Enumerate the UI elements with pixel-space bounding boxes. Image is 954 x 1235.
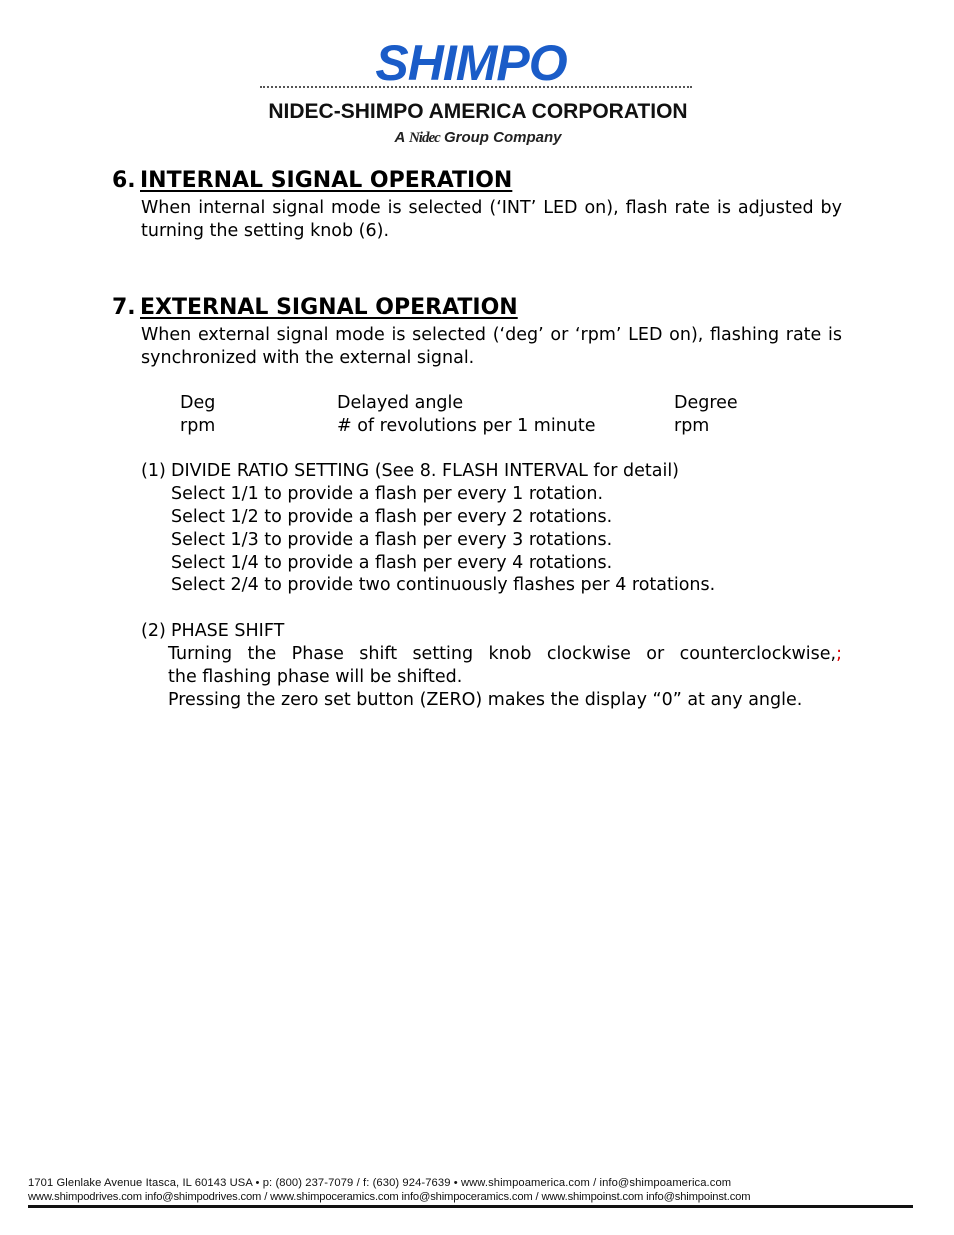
section-7-number: 7. — [112, 295, 136, 320]
table-cell-meaning: # of revolutions per 1 minute — [337, 416, 596, 436]
table-cell-meaning: Delayed angle — [337, 393, 464, 413]
footer-rule — [28, 1205, 913, 1208]
group-company-tagline — [258, 129, 698, 147]
nidec-logo: Nidec — [408, 130, 440, 146]
letterhead — [258, 35, 698, 150]
phase-shift-para1-line1 — [168, 643, 842, 666]
table-cell-unit: Degree — [674, 393, 738, 413]
divide-ratio-item: Select 1/3 to provide a flash per every 3 rotations. — [171, 530, 613, 550]
divide-ratio-item: Select 1/1 to provide a flash per every 1 rotation. — [171, 484, 604, 504]
phase-shift-para2: Pressing the zero set button (ZERO) makes the display “0” at any angle. — [168, 690, 803, 710]
section-6-title: INTERNAL SIGNAL OPERATION — [140, 168, 513, 193]
phase-shift-title: PHASE SHIFT — [171, 621, 285, 641]
shimpo-logo: SHIMPO — [375, 35, 567, 91]
dotted-divider — [260, 86, 692, 88]
phase-shift-label: (2) — [141, 621, 166, 641]
section-6-body: When internal signal mode is selected (‘INT’ LED on), flash rate is adjusted by turning the setting knob (6). — [141, 198, 842, 241]
company-name: NIDEC-SHIMPO AMERICA CORPORATION — [268, 100, 688, 123]
section-7-heading — [112, 295, 518, 320]
section-6-heading — [112, 168, 512, 193]
section-7-body: When external signal mode is selected (‘deg’ or ‘rpm’ LED on), flashing rate is synchronized with the external signal. — [141, 325, 842, 368]
section-6-number: 6. — [112, 168, 136, 193]
table-cell-unit: rpm — [674, 416, 710, 436]
divide-ratio-label: (1) — [141, 461, 166, 481]
table-cell-abbr: Deg — [180, 393, 216, 413]
divide-ratio-item: Select 1/2 to provide a flash per every 2 rotations. — [171, 507, 613, 527]
section-7-title: EXTERNAL SIGNAL OPERATION — [140, 295, 518, 320]
footer-websites: www.shimpodrives.com info@shimpodrives.com / www.shimpoceramics.com info@shimpoceramics.com / www.shimpoinst.com info@shimpoinst.com — [28, 1191, 751, 1203]
table-cell-abbr: rpm — [180, 416, 216, 436]
phase-shift-text: Turning the Phase shift setting knob clockwise or counterclockwise, — [168, 644, 837, 664]
group-prefix: A — [394, 129, 405, 146]
divide-ratio-item: Select 2/4 to provide two continuously flashes per 4 rotations. — [171, 575, 716, 595]
divide-ratio-item: Select 1/4 to provide a flash per every 4 rotations. — [171, 553, 613, 573]
footer-address: 1701 Glenlake Avenue Itasca, IL 60143 USA • p: (800) 237-7079 / f: (630) 924-7639 • www.shimpoamerica.com / info@shimpoamerica.com — [28, 1177, 732, 1189]
group-suffix: Group Company — [443, 129, 562, 146]
divide-ratio-title: DIVIDE RATIO SETTING (See 8. FLASH INTERVAL for detail) — [171, 461, 680, 481]
phase-shift-para1-line2: the flashing phase will be shifted. — [168, 667, 463, 687]
correction-mark: ; — [836, 644, 842, 664]
